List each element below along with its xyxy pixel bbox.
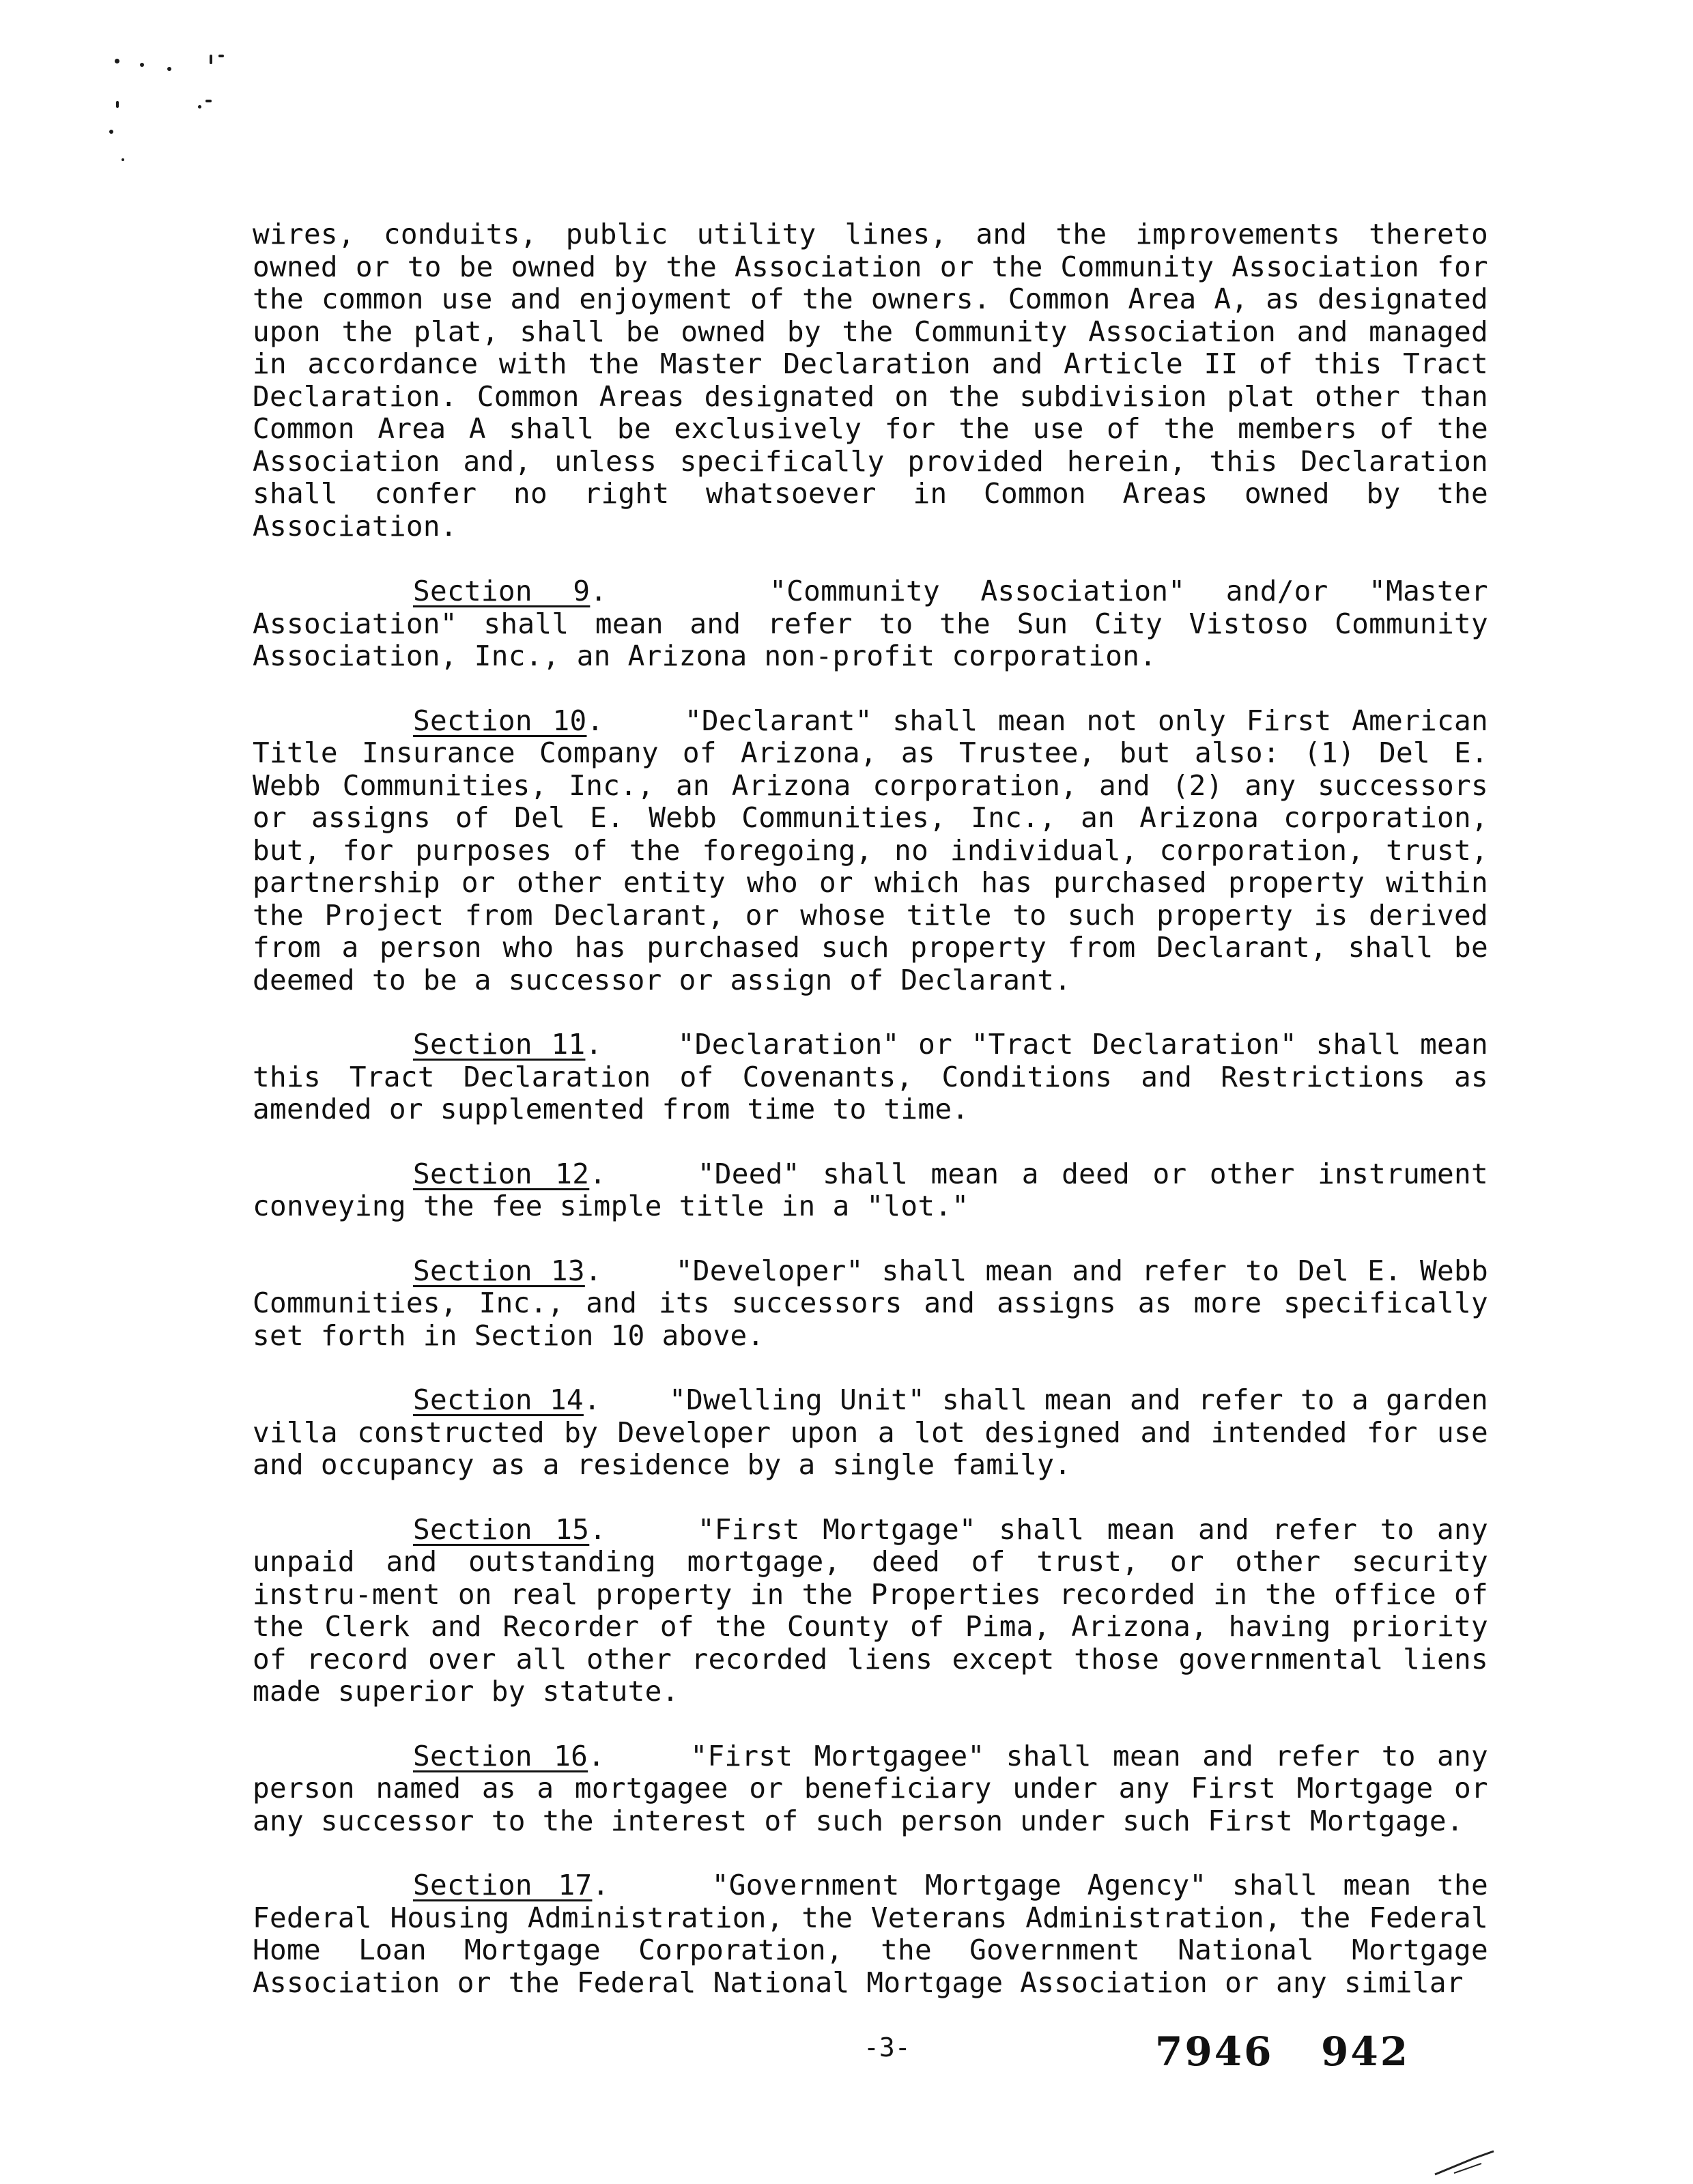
section-15-text: "First Mortgage" shall mean and refer to any unpaid and outstanding mortgage, deed of trust, or other security instru-ment on real property in the Properties recorded in the office of the Clerk and Recorder of the County of Pima, Arizona, having priority of record over all other recorded liens except those governmental liens made superior by statute. bbox=[253, 1512, 1488, 1708]
scan-speck bbox=[167, 67, 171, 71]
section-17-paragraph: Section 17. "Government Mortgage Agency" shall mean the Federal Housing Administration, the Veterans Administration, the Federal Home Loan Mortgage Corporation, the Government National Mortgage Association or the Federal National Mortgage Association or any similar bbox=[253, 1869, 1489, 1999]
section-15-label: Section 15 bbox=[413, 1512, 590, 1546]
section-10-text: "Declarant" shall mean not only First American Title Insurance Company of Arizona, as Trustee, but also: (1) Del E. Webb Communities, Inc., an Arizona corporation, and (2) any successors or assigns of Del E. Webb Communities, Inc., an Arizona corporation, but, for purposes of the foregoing, no individual, corporation, trust, partnership or other entity who or which has purchased property within the Project from Declarant, or whose title to such property is derived from a person who has purchased such property from Declarant, shall be deemed to be a successor or assign of Declarant. bbox=[253, 704, 1488, 996]
scan-speck bbox=[210, 55, 212, 64]
section-17-text: "Government Mortgage Agency" shall mean the Federal Housing Administration, the Veterans Administration, the Federal Home Loan Mortgage Corporation, the Government National Mortgage Association or the Federal National Mortgage Association or any similar bbox=[253, 1869, 1489, 1999]
section-12-label: Section 12 bbox=[413, 1157, 590, 1190]
section-9-text: "Community Association" and/or "Master Association" shall mean and refer to the Sun City Vistoso Community Association, Inc., an Arizona non-profit corporation. bbox=[253, 575, 1488, 672]
scan-corner-mark bbox=[1434, 2149, 1495, 2176]
section-13-label: Section 13 bbox=[413, 1254, 585, 1287]
section-14-paragraph: Section 14. "Dwelling Unit" shall mean and refer to a garden villa constructed by Developer upon a lot designed and intended for use and occupancy as a residence by a single family. bbox=[253, 1383, 1488, 1481]
scan-speck bbox=[116, 101, 119, 108]
scan-speck bbox=[218, 55, 224, 57]
section-9-paragraph: Section 9. "Community Association" and/or "Master Association" shall mean and refer to the Sun City Vistoso Community Association, Inc., an Arizona non-profit corporation. bbox=[253, 575, 1488, 672]
section-16-label: Section 16 bbox=[413, 1739, 588, 1772]
scan-speck bbox=[109, 130, 113, 134]
scan-speck bbox=[205, 100, 212, 102]
section-14-label: Section 14 bbox=[413, 1383, 584, 1416]
scan-speck bbox=[115, 59, 119, 63]
scan-speck bbox=[140, 63, 144, 67]
scan-speck bbox=[198, 105, 201, 109]
section-16-text: "First Mortgagee" shall mean and refer to any person named as a mortgagee or beneficiary under any First Mortgage or any successor to the interest of such person under such First Mortgage. bbox=[253, 1739, 1488, 1837]
section-13-text: "Developer" shall mean and refer to Del E. Webb Communities, Inc., and its successors and assigns as more specifically set forth in Section 10 above. bbox=[253, 1254, 1488, 1352]
section-9-label: Section 9 bbox=[413, 575, 591, 607]
section-15-paragraph: Section 15. "First Mortgage" shall mean and refer to any unpaid and outstanding mortgage, deed of trust, or other security instru-ment on real property in the Properties recorded in the office of the Clerk and Recorder of the County of Pima, Arizona, having priority of record over all other recorded liens except those governmental liens made superior by statute. bbox=[253, 1512, 1488, 1708]
section-16-paragraph: Section 16. "First Mortgagee" shall mean and refer to any person named as a mortgagee or beneficiary under any First Mortgage or any successor to the interest of such person under such First Mortgage. bbox=[253, 1739, 1488, 1837]
section-12-text: "Deed" shall mean a deed or other instrument conveying the fee simple title in a "lot." bbox=[253, 1157, 1488, 1222]
section-17-label: Section 17 bbox=[413, 1869, 593, 1901]
page-number: -3- bbox=[864, 2032, 911, 2063]
section-10-paragraph: Section 10. "Declarant" shall mean not only First American Title Insurance Company of Arizona, as Trustee, but also: (1) Del E. Webb Communities, Inc., an Arizona corporation, and (2) any successors or assigns of Del E. Webb Communities, Inc., an Arizona corporation, but, for purposes of the foregoing, no individual, corporation, trust, partnership or other entity who or which has purchased property within the Project from Declarant, or whose title to such property is derived from a person who has purchased such property from Declarant, shall be deemed to be a successor or assign of Declarant. bbox=[253, 704, 1488, 996]
section-11-label: Section 11 bbox=[413, 1028, 586, 1061]
recording-number: 7946 942 bbox=[1155, 2028, 1410, 2075]
section-13-paragraph: Section 13. "Developer" shall mean and refer to Del E. Webb Communities, Inc., and its successors and assigns as more specifically set forth in Section 10 above. bbox=[253, 1254, 1488, 1352]
section-10-label: Section 10 bbox=[413, 704, 587, 737]
section-14-text: "Dwelling Unit" shall mean and refer to a garden villa constructed by Developer upon a lot designed and intended for use and occupancy as a residence by a single family. bbox=[253, 1383, 1488, 1481]
document-body bbox=[253, 218, 1488, 2031]
section-12-paragraph: Section 12. "Deed" shall mean a deed or other instrument conveying the fee simple title in a "lot." bbox=[253, 1157, 1488, 1222]
intro-paragraph: wires, conduits, public utility lines, and the improvements thereto owned or to be owned by the Association or the Community Association for the common use and enjoyment of the owners. Common Area A, as designated upon the plat, shall be owned by the Community Association and managed in accordance with the Master Declaration and Article II of this Tract Declaration. Common Areas designated on the subdivision plat other than Common Area A shall be exclusively for the use of the members of the Association and, unless specifically provided herein, this Declaration shall confer no right whatsoever in Common Areas owned by the Association. bbox=[253, 218, 1488, 543]
section-11-paragraph: Section 11. "Declaration" or "Tract Declaration" shall mean this Tract Declaration of Covenants, Conditions and Restrictions as amended or supplemented from time to time. bbox=[253, 1028, 1489, 1125]
section-11-text: "Declaration" or "Tract Declaration" shall mean this Tract Declaration of Covenants, Conditions and Restrictions as amended or supplemented from time to time. bbox=[253, 1028, 1489, 1125]
scan-speck bbox=[122, 158, 124, 161]
